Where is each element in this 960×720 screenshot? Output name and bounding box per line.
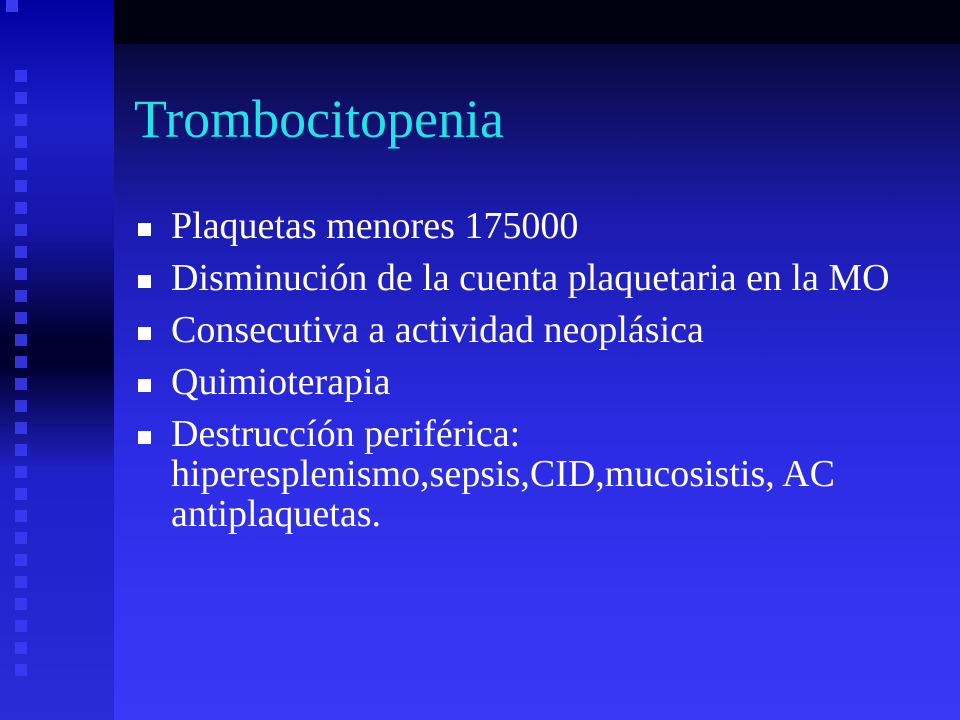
decorative-square xyxy=(15,488,27,500)
decorative-square xyxy=(15,378,27,390)
bullet-item xyxy=(134,258,934,298)
decorative-square xyxy=(15,268,27,280)
decorative-square xyxy=(15,466,27,478)
decorative-square xyxy=(15,224,27,236)
bullet-item xyxy=(134,414,934,534)
decorative-square xyxy=(15,70,27,82)
decorative-square xyxy=(15,620,27,632)
decorative-square xyxy=(15,246,27,258)
slide-title: Trombocitopenia xyxy=(134,89,504,149)
decorative-top-bar xyxy=(114,0,960,44)
square-bullet-icon xyxy=(138,223,151,236)
bullet-list xyxy=(134,206,934,546)
decorative-square xyxy=(15,664,27,676)
bullet-item xyxy=(134,206,934,246)
bullet-text: Quimioterapia xyxy=(171,361,391,403)
bullet-text: Plaquetas menores 175000 xyxy=(171,205,579,247)
square-bullet-icon xyxy=(138,431,151,444)
square-bullet-icon xyxy=(138,327,151,340)
decorative-square xyxy=(15,532,27,544)
bullet-item xyxy=(134,362,934,402)
decorative-square xyxy=(15,422,27,434)
decorative-square xyxy=(15,356,27,368)
decorative-square xyxy=(15,444,27,456)
decorative-square xyxy=(15,136,27,148)
decorative-square xyxy=(15,334,27,346)
decorative-square-column xyxy=(6,0,26,720)
square-bullet-icon xyxy=(138,379,151,392)
bullet-text: Consecutiva a actividad neoplásica xyxy=(171,309,704,351)
decorative-square xyxy=(15,400,27,412)
square-bullet-icon xyxy=(138,275,151,288)
decorative-square xyxy=(15,180,27,192)
decorative-square xyxy=(15,158,27,170)
decorative-square xyxy=(15,576,27,588)
decorative-square xyxy=(15,642,27,654)
decorative-square xyxy=(15,92,27,104)
bullet-item xyxy=(134,310,934,350)
decorative-square xyxy=(15,510,27,522)
decorative-square xyxy=(15,114,27,126)
decorative-square xyxy=(15,290,27,302)
bullet-text: Disminución de la cuenta plaquetaria en la MO xyxy=(171,257,890,299)
bullet-text: Destruccíón periférica: hiperesplenismo,sepsis,CID,mucosistis, AC antiplaquetas. xyxy=(171,413,835,535)
decorative-square xyxy=(15,202,27,214)
decorative-square xyxy=(15,312,27,324)
decorative-square xyxy=(15,554,27,566)
decorative-square xyxy=(15,598,27,610)
